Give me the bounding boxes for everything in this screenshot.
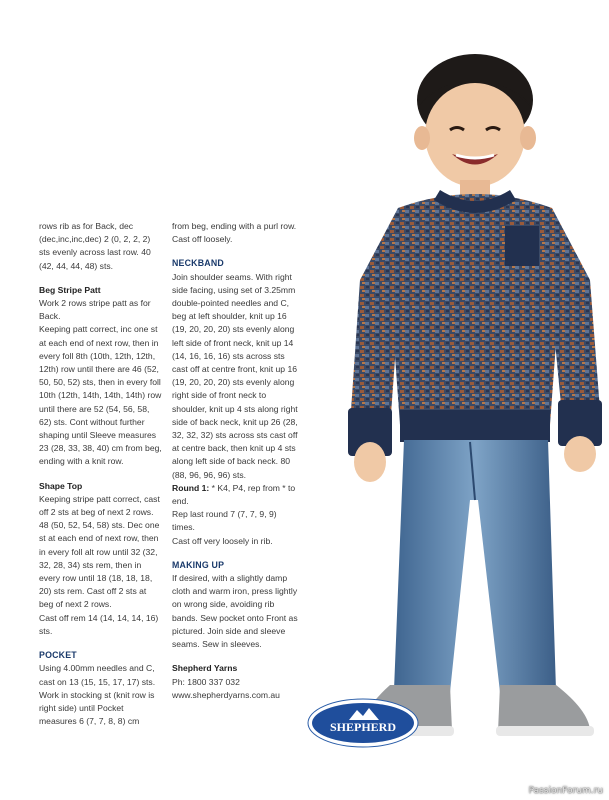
child-sweater-photo bbox=[300, 30, 609, 770]
shape-top-text: Keeping stripe patt correct, cast off 2 sts at beg of next 2 rows. 48 (50, 52, 54, 58) sts. Dec one st at each end of next row, then in every foll alt row until 32 (32, 32, 28, 34) sts rem, then in every row until 18 (18, 18, 18, 20) sts rem. Cast off 2 sts at beg of next 2 rows. bbox=[39, 493, 160, 610]
cast-off-rib-text: Cast off very loosely in rib. bbox=[172, 535, 273, 546]
shape-top-text-2: Cast off rem 14 (14, 14, 14, 16) sts. bbox=[39, 612, 159, 636]
round1-label: Round 1: bbox=[172, 482, 210, 493]
website-link[interactable]: www.shepherdyarns.com.au bbox=[172, 689, 280, 700]
phone-number: Ph: 1800 337 032 bbox=[172, 676, 240, 687]
watermark: PassionForum.ru bbox=[528, 786, 603, 796]
sleeve-intro-text: rows rib as for Back, dec (dec,inc,inc,dec) 2 (0, 2, 2, 2) sts evenly across last row. 40 (42, 44, 44, 48) sts. bbox=[39, 221, 151, 271]
brand-name: Shepherd Yarns bbox=[172, 663, 238, 674]
shepherd-logo bbox=[307, 698, 419, 748]
repeat-text: Rep last round 7 (7, 7, 9, 9) times. bbox=[172, 509, 277, 533]
making-up-text: If desired, with a slightly damp cloth and warm iron, press lightly on wrong side, avoiding rib bands. Sew pocket onto Front as pictured. Join side and sleeve seams. Sew in sleeves. bbox=[172, 573, 298, 650]
round1-text bbox=[172, 482, 300, 508]
pocket-heading: POCKET bbox=[39, 650, 77, 661]
pocket-text: Using 4.00mm needles and C, cast on 13 (15, 15, 17, 17) sts. Work in stocking st (knit row is right side) until Pocket measures 6 (7, 7, 8, 8) cm bbox=[39, 663, 156, 727]
pattern-column-1 bbox=[39, 220, 163, 728]
pocket-cast-off-text: Cast off loosely. bbox=[172, 234, 233, 245]
logo-text: SHEPHERD bbox=[329, 720, 397, 734]
neckband-heading: NECKBAND bbox=[172, 258, 224, 269]
shape-top-heading: Shape Top bbox=[39, 480, 83, 491]
beg-stripe-text: Work 2 rows stripe patt as for Back. bbox=[39, 298, 151, 322]
making-up-heading: MAKING UP bbox=[172, 559, 225, 570]
beg-stripe-text-2: Keeping patt correct, inc one st at each end of next row, then in every foll 8th (10th, 12th, 12th, 12th) row until there are 46 (52, 50, 50, 52) sts, then in every foll 10th (12th, 14th, 14th, 14th) row until there are 52 (54, 56, 58, 62) sts. Cont without further shaping until Sleeve measures 23 (28, 33, 38, 40) cm from beg, ending with a knit row. bbox=[39, 324, 162, 467]
beg-stripe-heading: Beg Stripe Patt bbox=[39, 284, 101, 295]
neckband-text: Join shoulder seams. With right side facing, using set of 3.25mm double-pointed needles and C, beg at left shoulder, knit up 16 (19, 20, 20, 20) sts evenly along left side of front neck, knit up 14 (14, 16, 16, 16) sts across sts cast off at centre front, knit up 16 (19, 20, 20, 20) sts evenly along right side of front neck to shoulder, knit up 4 sts along right side of back neck, knit up 26 (28, 32, 32, 32) sts across sts cast off at centre back, then knit up 4 sts along left side of back neck. 80 (88, 96, 96, 96) sts. bbox=[172, 271, 298, 480]
round1-instructions: * K4, P4, rep from * to end. bbox=[172, 482, 296, 507]
pocket-continued-text: from beg, ending with a purl row. bbox=[172, 221, 297, 231]
pattern-column-2 bbox=[172, 220, 300, 702]
